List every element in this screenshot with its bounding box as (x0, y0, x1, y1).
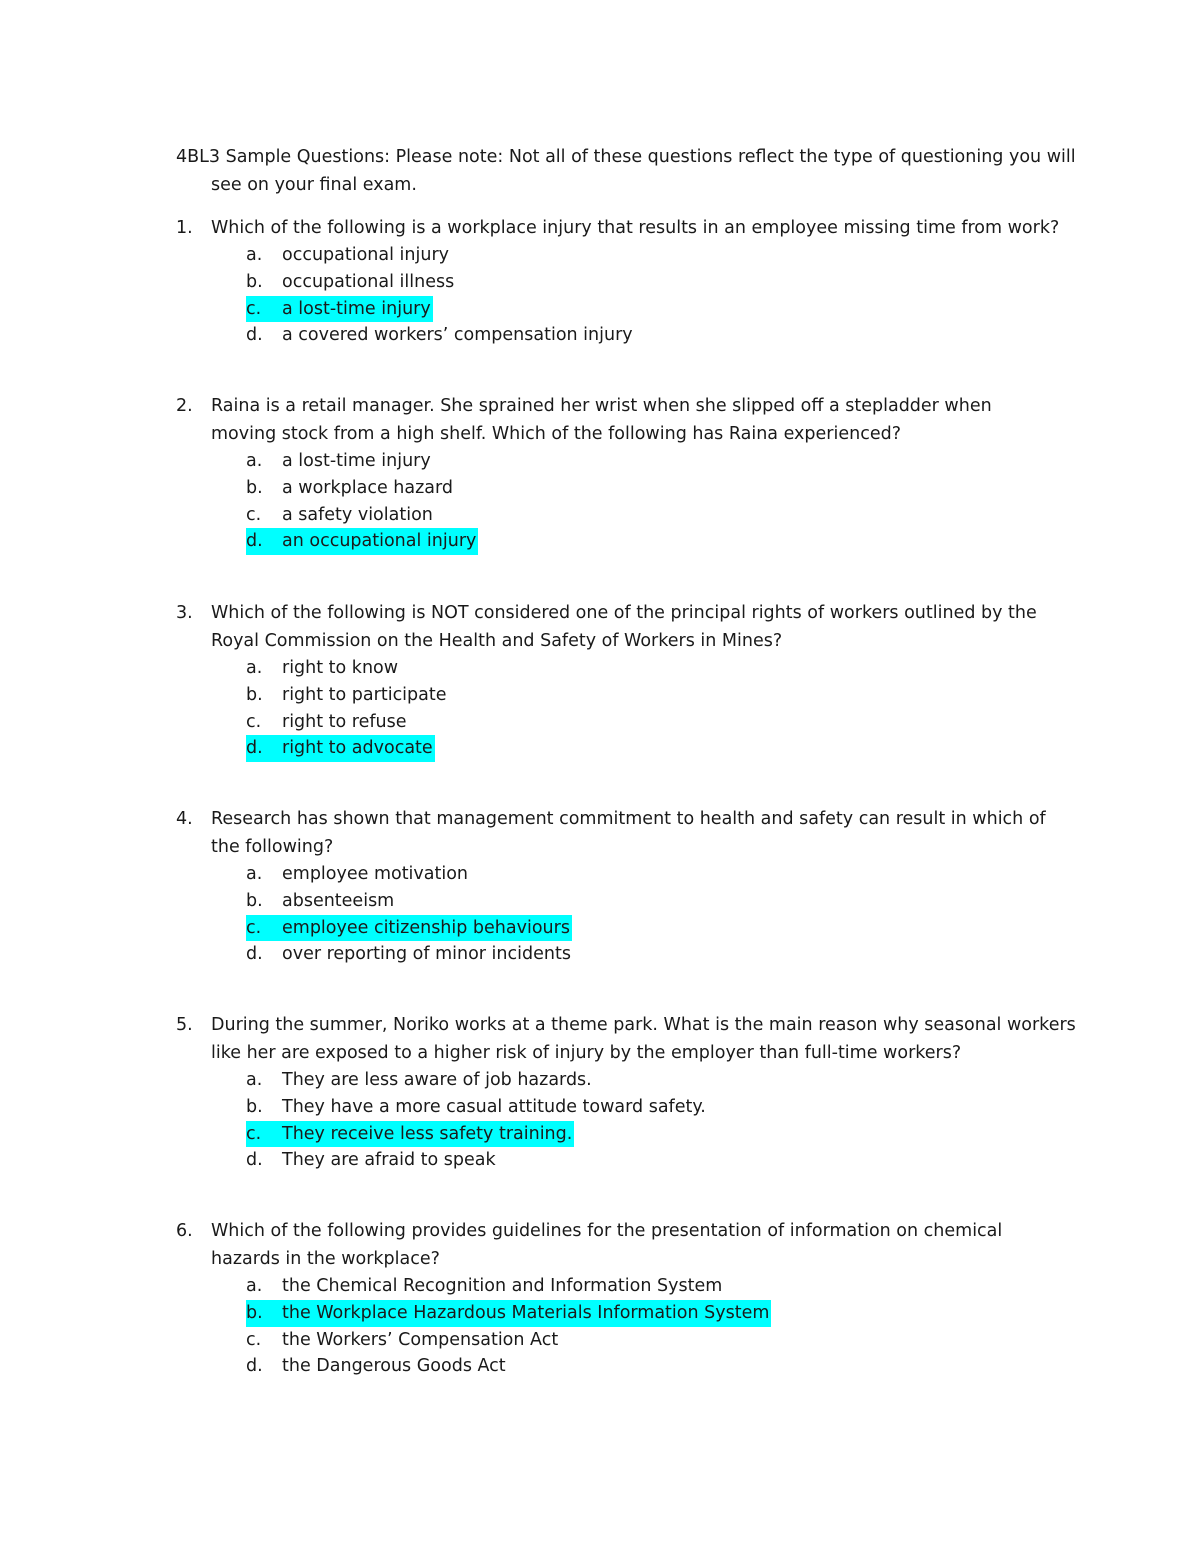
option-c-answer: c. They receive less safety training. (176, 1121, 1066, 1148)
options-list (176, 655, 1066, 762)
question-number: 4. (176, 809, 193, 829)
options-list (176, 1067, 1066, 1174)
option-c: c. a safety violation (246, 504, 433, 525)
option-a: a. They are less aware of job hazards. (246, 1070, 592, 1090)
question-text: Which of the following provides guidelines for the presentation of information on chemical hazards in the workplace? (211, 1221, 1003, 1269)
option-b: b. right to participate (246, 684, 447, 705)
options-list (176, 1273, 1066, 1380)
intro-text: 4BL3 Sample Questions: Please note: Not all of these questions reflect the type of questioning you will see on your final exam. (176, 147, 1076, 195)
question-5 (176, 1011, 1076, 1174)
question-text: Raina is a retail manager. She sprained her wrist when she slipped off a stepladder when moving stock from a high shelf. Which of the following has Raina experienced? (211, 396, 992, 444)
option-a: a. the Chemical Recognition and Information System (246, 1276, 723, 1296)
question-1 (176, 214, 1066, 349)
question-number: 1. (176, 218, 193, 238)
question-text: Which of the following is NOT considered one of the principal rights of workers outlined by the Royal Commission on the Health and Safety of Workers in Mines? (211, 603, 1037, 651)
option-c: c. the Workers’ Compensation Act (246, 1329, 559, 1350)
option-a: a. occupational injury (246, 245, 450, 265)
options-list (176, 242, 1066, 349)
option-b: b. occupational illness (246, 271, 455, 292)
option-c-answer: c. a lost-time injury (176, 296, 1066, 323)
option-c-answer: c. employee citizenship behaviours (176, 915, 1066, 942)
question-number: 2. (176, 396, 193, 416)
option-d-answer: d. right to advocate (176, 735, 1066, 762)
question-number: 3. (176, 603, 193, 623)
option-d: d. a covered workers’ compensation injury (246, 325, 633, 346)
option-a: a. right to know (246, 658, 399, 678)
options-list (176, 861, 1066, 968)
option-b: b. They have a more casual attitude toward safety. (246, 1096, 706, 1117)
option-a: a. a lost-time injury (246, 451, 431, 471)
option-b: b. a workplace hazard (246, 477, 454, 498)
question-text: Which of the following is a workplace injury that results in an employee missing time from work? (211, 218, 1060, 238)
option-d-answer: d. an occupational injury (176, 528, 1066, 555)
question-3 (176, 599, 1066, 762)
option-d: d. the Dangerous Goods Act (246, 1356, 506, 1377)
option-b: b. absenteeism (246, 890, 395, 911)
question-text: Research has shown that management commitment to health and safety can result in which of the following? (211, 809, 1046, 857)
question-6 (176, 1217, 1066, 1380)
question-4 (176, 805, 1066, 968)
option-c: c. right to refuse (246, 711, 407, 732)
question-2 (176, 392, 1066, 555)
option-d: d. They are afraid to speak (246, 1150, 496, 1171)
option-d: d. over reporting of minor incidents (246, 944, 571, 965)
option-b-answer: b. the Workplace Hazardous Materials Information System (176, 1300, 1066, 1327)
options-list (176, 448, 1066, 555)
question-text: During the summer, Noriko works at a theme park. What is the main reason why seasonal workers like her are exposed to a higher risk of injury by the employer than full-time workers? (211, 1015, 1076, 1063)
option-a: a. employee motivation (246, 864, 469, 884)
question-number: 6. (176, 1221, 193, 1241)
question-number: 5. (176, 1015, 193, 1035)
